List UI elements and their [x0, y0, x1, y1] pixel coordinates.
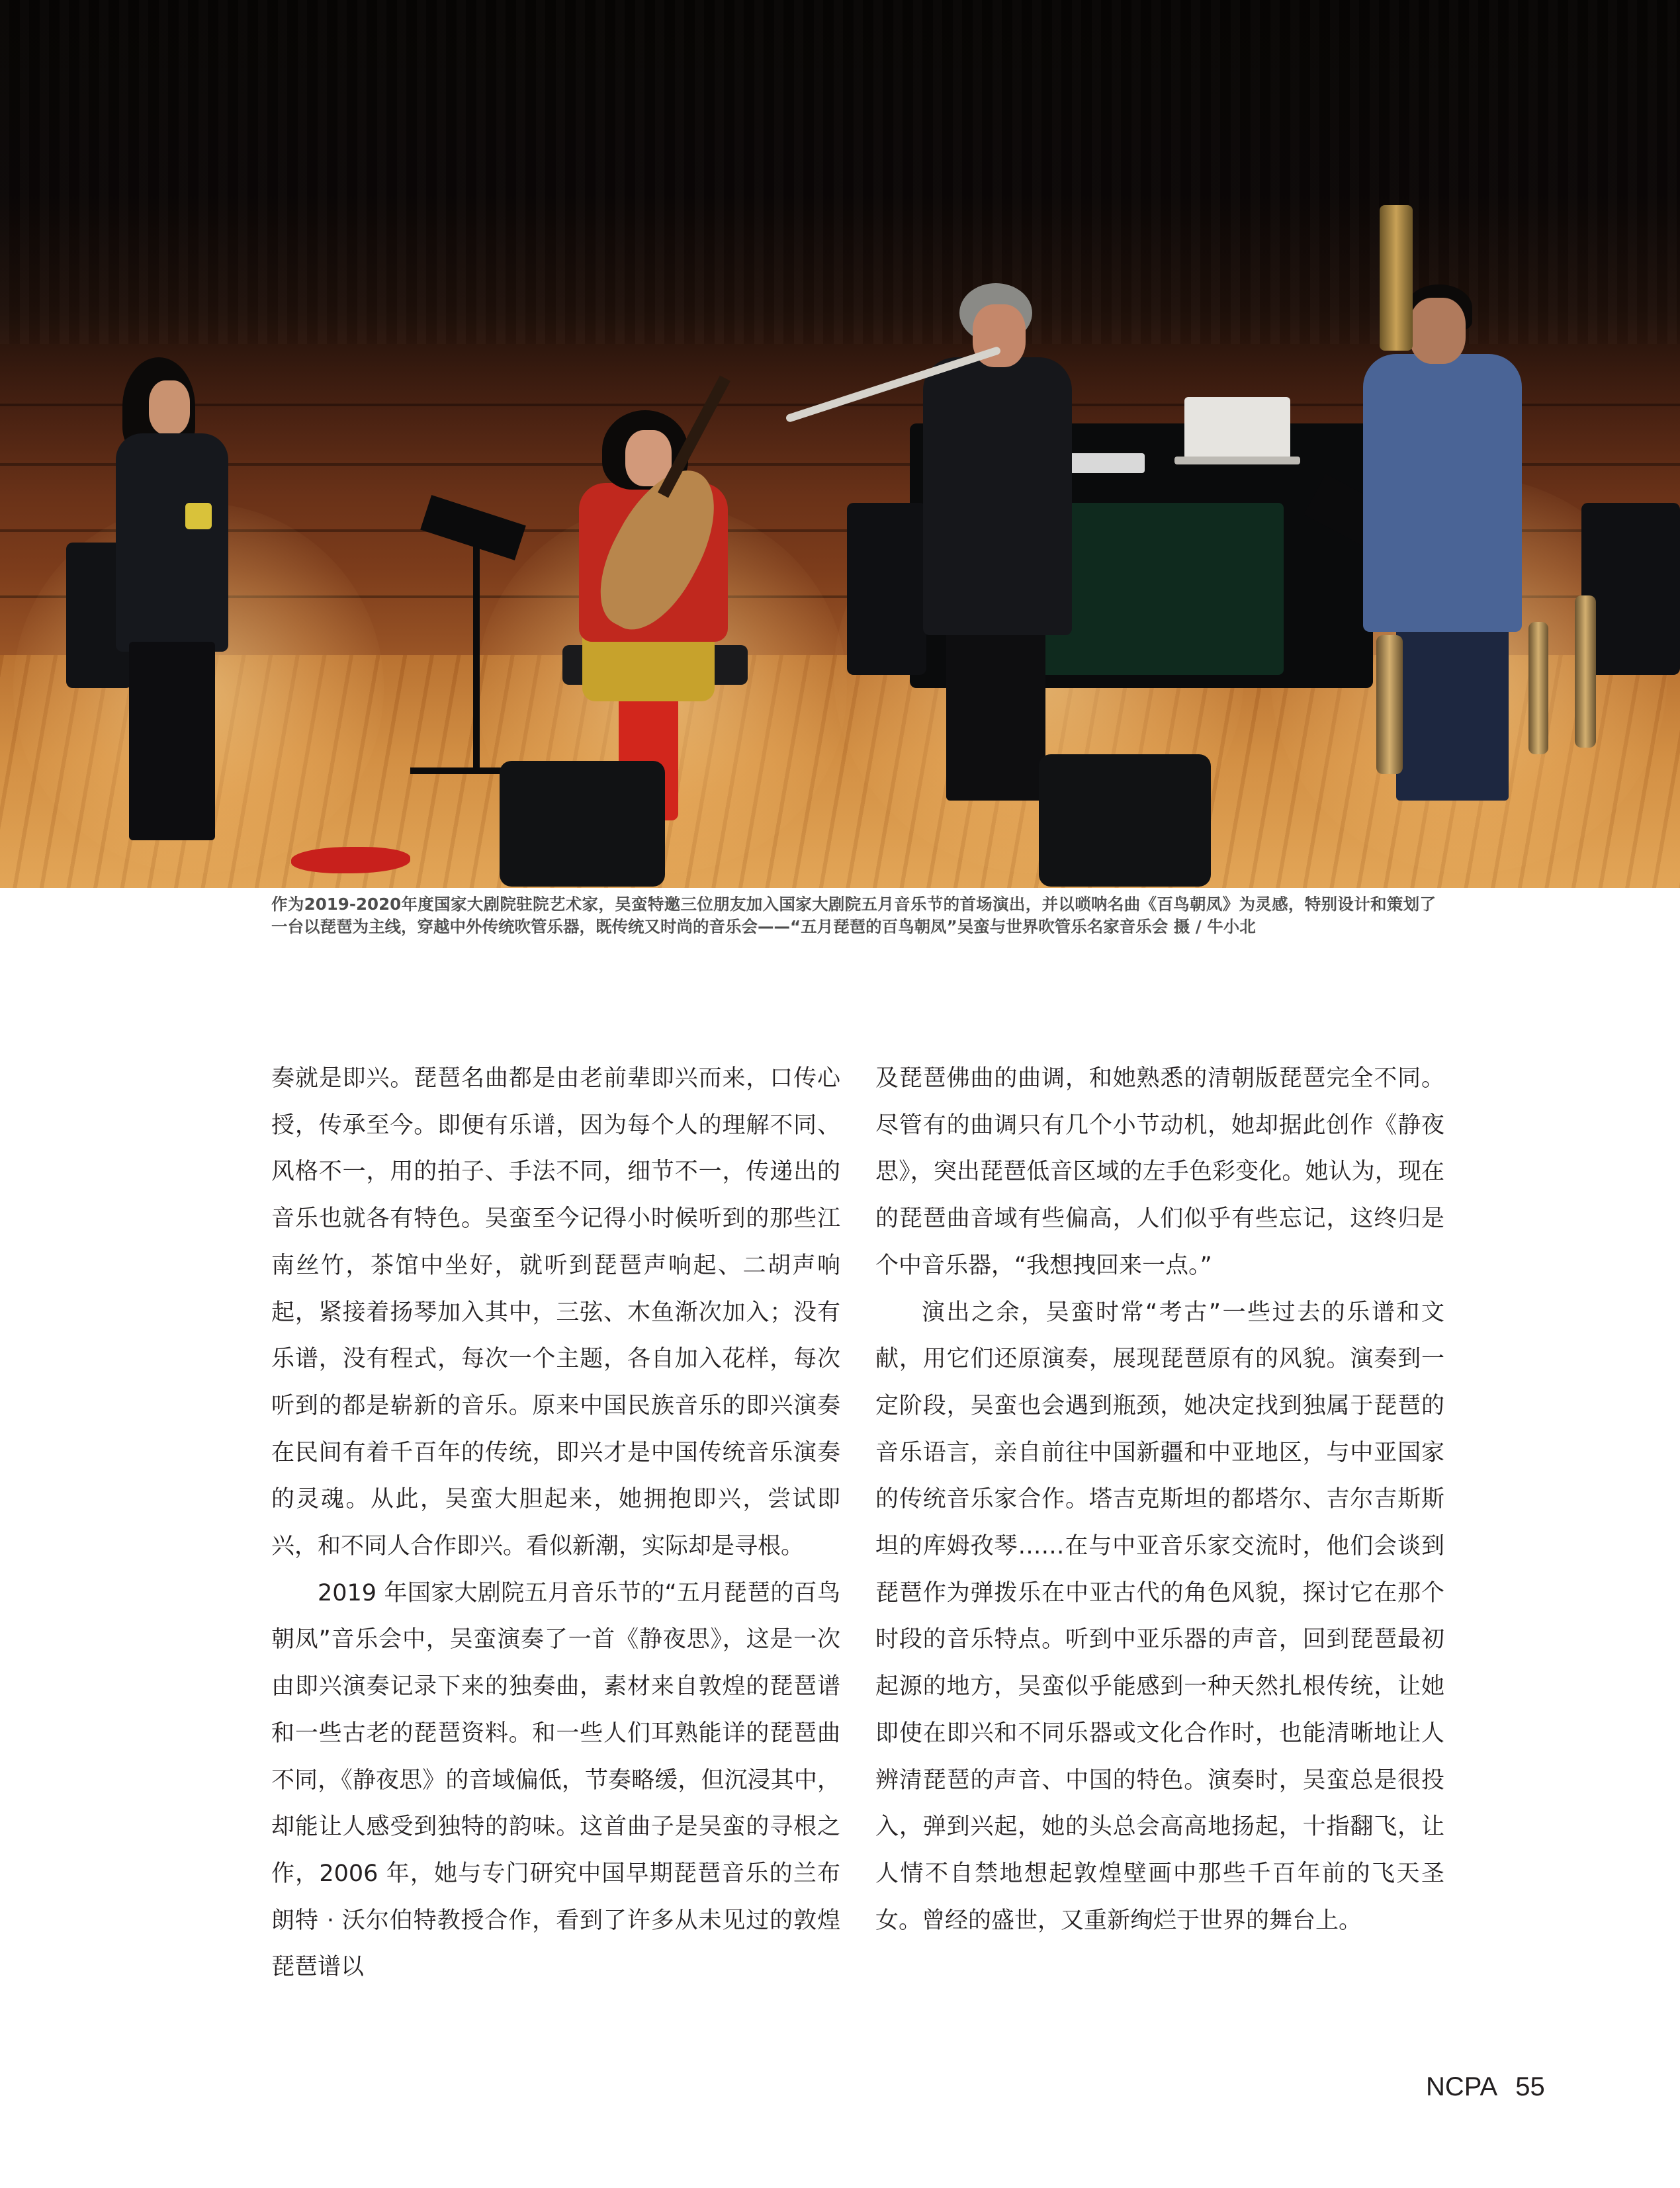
paragraph: 2019 年国家大剧院五月音乐节的“五月琵琶的百鸟朝凤”音乐会中，吴蛮演奏了一首《静夜思》，这是一次由即兴演奏记录下来的独奏曲，素材来自敦煌的琵琶谱和一些古老的琵琶资料。和一些人们耳熟能详的琵琶曲不同，《静夜思》的音域偏低，节奏略缓，但沉浸其中，却能让人感受到独特的韵味。这首曲子是吴蛮的寻根之作，2006 年，她与专门研究中国早期琵琶音乐的兰布朗特 · 沃尔伯特教授合作，看到了许多从未见过的敦煌琵琶谱以: [271, 1579, 840, 1981]
performer-3-legs: [946, 622, 1045, 801]
paragraph: 演出之余，吴蛮时常“考古”一些过去的乐谱和文献，用它们还原演奏，展现琵琶原有的风貌。演奏到一定阶段，吴蛮也会遇到瓶颈，她决定找到独属于琵琶的音乐语言，亲自前往中国新疆和中亚地区，与中亚国家的传统音乐家合作。塔吉克斯坦的都塔尔、吉尔吉斯斯坦的库姆孜琴……在与中亚音乐家交流时，他们会谈到琵琶作为弹拨乐在中亚古代的角色风貌，探讨它在那个时段的音乐特点。听到中亚乐器的声音，回到琵琶最初起源的地方，吴蛮似乎能感到一种天然扎根传统，让她即使在即兴和不同乐器或文化合作时，也能清晰地让人辨清琵琶的声音、中国的特色。演奏时，吴蛮总是很投入，弹到兴起，她的头总会高高地扬起，十指翻飞，让人情不自禁地想起敦煌壁画中那些千百年前的飞天圣女。曾经的盛世，又重新绚烂于世界的舞台上。: [875, 1299, 1444, 1934]
stage-monitor-speaker: [500, 761, 665, 887]
performer-1-face: [149, 380, 190, 435]
performer-1-body: [116, 433, 228, 652]
music-stand-pole: [473, 536, 480, 767]
chair: [1581, 503, 1680, 675]
performer-4-face: [1409, 298, 1466, 364]
chair: [847, 503, 926, 675]
page-number: 55: [1515, 2072, 1545, 2101]
concert-photo: [0, 0, 1680, 888]
performer-1-cuff: [185, 503, 212, 529]
red-cloth: [291, 847, 410, 873]
right-column: [875, 1055, 1444, 1944]
performer-4-body: [1363, 354, 1522, 632]
stage-monitor-speaker: [1039, 754, 1211, 887]
photo-caption: 作为2019-2020年度国家大剧院驻院艺术家，吴蛮特邀三位朋友加入国家大剧院五月音乐节的首场演出，并以唢呐名曲《百鸟朝凤》为灵感，特别设计和策划了一台以琵琶为主线，穿越中外传统吹管乐器，既传统又时尚的音乐会——“五月琵琶的百鸟朝凤”吴蛮与世界吹管乐名家音乐会 摄 / 牛小北: [271, 895, 1436, 936]
sheng: [1380, 205, 1413, 351]
performer-3-body: [923, 357, 1072, 635]
paragraph: 及琵琶佛曲的曲调，和她熟悉的清朝版琵琶完全不同。尽管有的曲调只有几个小节动机，她却据此创作《静夜思》，突出琵琶低音区域的左手色彩变化。她认为，现在的琵琶曲音域有些偏高，人们似乎有些忘记，这终归是个中音乐器，“我想拽回来一点。”: [875, 1065, 1444, 1279]
wind-instrument: [1376, 635, 1403, 774]
paragraph: 奏就是即兴。琵琶名曲都是由老前辈即兴而来，口传心授，传承至今。即便有乐谱，因为每个人的理解不同、风格不一，用的拍子、手法不同，细节不一，传递出的音乐也就各有特色。吴蛮至今记得小时候听到的那些江南丝竹，茶馆中坐好，就听到琵琶声响起、二胡声响起，紧接着扬琴加入其中，三弦、木鱼渐次加入；没有乐谱，没有程式，每次一个主题，各自加入花样，每次听到的都是崭新的音乐。原来中国民族音乐的即兴演奏在民间有着千百年的传统，即兴才是中国传统音乐演奏的灵魂。从此，吴蛮大胆起来，她拥抱即兴，尝试即兴，和不同人合作即兴。看似新潮，实际却是寻根。: [271, 1065, 840, 1560]
performer-1-legs: [129, 642, 215, 840]
laptop-base: [1174, 457, 1300, 464]
page-footer: [1426, 2072, 1545, 2102]
wind-instrument: [1575, 595, 1596, 748]
performer-4-legs: [1396, 615, 1509, 801]
laptop: [1184, 397, 1290, 460]
left-column: [271, 1055, 840, 1991]
magazine-name: NCPA: [1426, 2072, 1498, 2101]
wind-instrument: [1528, 622, 1548, 754]
